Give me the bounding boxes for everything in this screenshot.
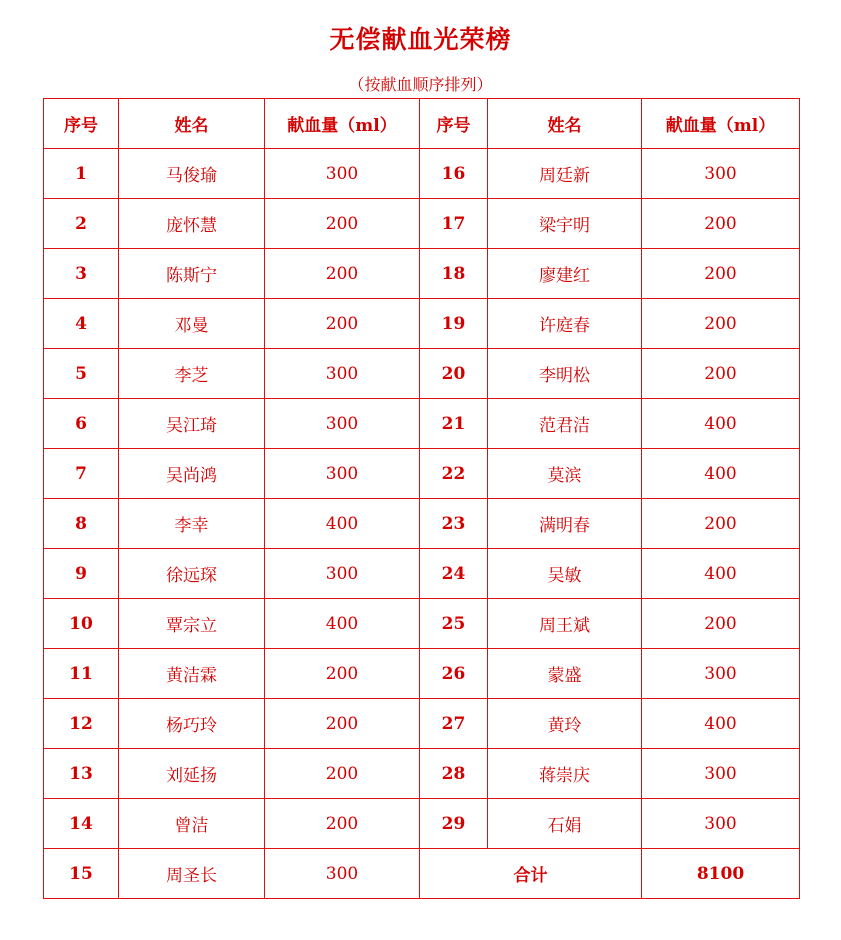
name-cell: 吴尚鸿 xyxy=(119,449,265,499)
amount-cell: 400 xyxy=(265,599,420,649)
seq-cell: 9 xyxy=(44,549,119,599)
amount-cell: 300 xyxy=(265,549,420,599)
amount-cell: 300 xyxy=(265,149,420,199)
seq-cell: 19 xyxy=(420,299,488,349)
header-name: 姓名 xyxy=(119,99,265,149)
name-cell: 庞怀慧 xyxy=(119,199,265,249)
seq-cell: 13 xyxy=(44,749,119,799)
name-cell: 梁宇明 xyxy=(488,199,642,249)
name-cell: 李明松 xyxy=(488,349,642,399)
name-cell: 周圣长 xyxy=(119,849,265,899)
seq-cell: 3 xyxy=(44,249,119,299)
name-cell: 刘延扬 xyxy=(119,749,265,799)
name-cell: 李芝 xyxy=(119,349,265,399)
header-seq: 序号 xyxy=(44,99,119,149)
seq-cell: 16 xyxy=(420,149,488,199)
name-cell: 吴江琦 xyxy=(119,399,265,449)
seq-cell: 20 xyxy=(420,349,488,399)
seq-cell: 5 xyxy=(44,349,119,399)
name-cell: 周廷新 xyxy=(488,149,642,199)
name-cell: 李幸 xyxy=(119,499,265,549)
amount-cell: 300 xyxy=(265,849,420,899)
seq-cell: 8 xyxy=(44,499,119,549)
seq-cell: 11 xyxy=(44,649,119,699)
seq-cell: 25 xyxy=(420,599,488,649)
seq-cell: 23 xyxy=(420,499,488,549)
table-row xyxy=(44,749,800,799)
seq-cell: 4 xyxy=(44,299,119,349)
amount-cell: 300 xyxy=(642,799,800,849)
name-cell: 范君洁 xyxy=(488,399,642,449)
amount-cell: 200 xyxy=(265,249,420,299)
table-row xyxy=(44,549,800,599)
seq-cell: 26 xyxy=(420,649,488,699)
name-cell: 陈斯宁 xyxy=(119,249,265,299)
seq-cell: 14 xyxy=(44,799,119,849)
seq-cell: 10 xyxy=(44,599,119,649)
amount-cell: 200 xyxy=(265,749,420,799)
name-cell: 廖建红 xyxy=(488,249,642,299)
amount-cell: 300 xyxy=(642,149,800,199)
amount-cell: 200 xyxy=(642,199,800,249)
header-name: 姓名 xyxy=(488,99,642,149)
name-cell: 许庭春 xyxy=(488,299,642,349)
name-cell: 徐远琛 xyxy=(119,549,265,599)
seq-cell: 15 xyxy=(44,849,119,899)
name-cell: 周王斌 xyxy=(488,599,642,649)
name-cell: 曾洁 xyxy=(119,799,265,849)
name-cell: 黄玲 xyxy=(488,699,642,749)
amount-cell: 300 xyxy=(642,749,800,799)
seq-cell: 6 xyxy=(44,399,119,449)
honor-roll-table xyxy=(43,98,800,899)
amount-cell: 200 xyxy=(642,299,800,349)
amount-cell: 400 xyxy=(642,449,800,499)
header-amount: 献血量（ml） xyxy=(642,99,800,149)
amount-cell: 400 xyxy=(642,549,800,599)
seq-cell: 18 xyxy=(420,249,488,299)
amount-cell: 200 xyxy=(642,349,800,399)
page-title: 无偿献血光荣榜 xyxy=(329,25,512,54)
seq-cell: 2 xyxy=(44,199,119,249)
seq-cell: 1 xyxy=(44,149,119,199)
amount-cell: 400 xyxy=(265,499,420,549)
table-row xyxy=(44,499,800,549)
name-cell: 蒙盛 xyxy=(488,649,642,699)
seq-cell: 27 xyxy=(420,699,488,749)
name-cell: 石娟 xyxy=(488,799,642,849)
amount-cell: 200 xyxy=(265,799,420,849)
amount-cell: 200 xyxy=(265,649,420,699)
table-header-row xyxy=(44,99,800,149)
table-row xyxy=(44,199,800,249)
amount-cell: 400 xyxy=(642,399,800,449)
seq-cell: 7 xyxy=(44,449,119,499)
name-cell: 杨巧玲 xyxy=(119,699,265,749)
seq-cell: 29 xyxy=(420,799,488,849)
table-row xyxy=(44,399,800,449)
table-row xyxy=(44,599,800,649)
name-cell: 黄洁霖 xyxy=(119,649,265,699)
seq-cell: 12 xyxy=(44,699,119,749)
seq-cell: 22 xyxy=(420,449,488,499)
name-cell: 吴敏 xyxy=(488,549,642,599)
total-value: 8100 xyxy=(642,849,800,899)
amount-cell: 300 xyxy=(265,349,420,399)
table-row xyxy=(44,299,800,349)
name-cell: 覃宗立 xyxy=(119,599,265,649)
table-row xyxy=(44,249,800,299)
name-cell: 邓曼 xyxy=(119,299,265,349)
header-amount: 献血量（ml） xyxy=(265,99,420,149)
amount-cell: 300 xyxy=(265,399,420,449)
amount-cell: 200 xyxy=(265,699,420,749)
page-subtitle: （按献血顺序排列） xyxy=(348,75,493,94)
header-seq: 序号 xyxy=(420,99,488,149)
amount-cell: 200 xyxy=(642,599,800,649)
amount-cell: 300 xyxy=(265,449,420,499)
name-cell: 满明春 xyxy=(488,499,642,549)
table-row xyxy=(44,699,800,749)
table-row-total xyxy=(44,849,800,899)
table-row xyxy=(44,649,800,699)
amount-cell: 200 xyxy=(642,249,800,299)
amount-cell: 200 xyxy=(642,499,800,549)
table-row xyxy=(44,149,800,199)
seq-cell: 24 xyxy=(420,549,488,599)
table-row xyxy=(44,349,800,399)
amount-cell: 400 xyxy=(642,699,800,749)
amount-cell: 200 xyxy=(265,299,420,349)
table-row xyxy=(44,449,800,499)
name-cell: 蒋崇庆 xyxy=(488,749,642,799)
name-cell: 马俊瑜 xyxy=(119,149,265,199)
amount-cell: 300 xyxy=(642,649,800,699)
amount-cell: 200 xyxy=(265,199,420,249)
name-cell: 莫滨 xyxy=(488,449,642,499)
table-row xyxy=(44,799,800,849)
seq-cell: 21 xyxy=(420,399,488,449)
seq-cell: 17 xyxy=(420,199,488,249)
total-label: 合计 xyxy=(420,849,642,899)
seq-cell: 28 xyxy=(420,749,488,799)
